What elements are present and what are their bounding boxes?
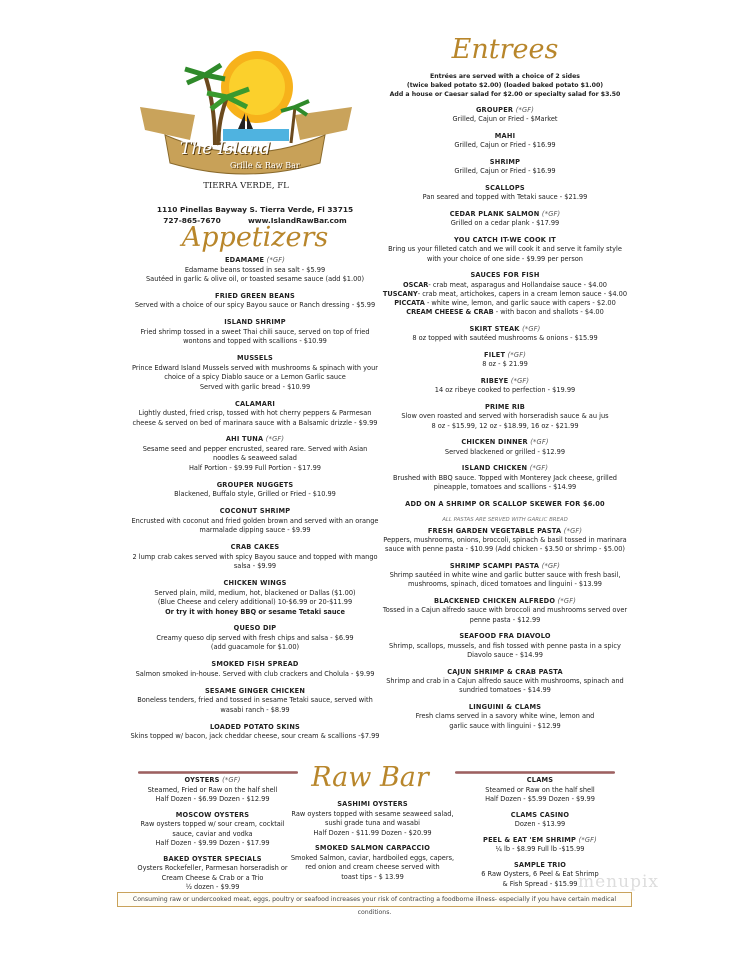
item-description: Served with a choice of our spicy Bayou sauce or Ranch dressing - $5.99 (134, 301, 376, 310)
item-name (455, 776, 625, 786)
menu-item (130, 687, 380, 716)
item-note: Or try it with honey BBQ or sesame Tetaki sauce (165, 607, 345, 616)
item-description: Blackened, Buffalo style, Grilled or Fried - $10.99 (174, 490, 336, 499)
item-name (290, 844, 455, 854)
item-description: 8 oz topped with sautéed mushrooms & onions - $15.99 (412, 334, 598, 343)
item-name (380, 403, 630, 412)
item-description: toast tips - $ 13.99 (341, 872, 404, 881)
item-description: Grilled on a cedar plank - $17.99 (450, 219, 560, 228)
item-title: SMOKED SALMON CARPACCIO (314, 844, 431, 852)
item-name (130, 660, 380, 670)
item-title: CRAB CAKES (230, 543, 280, 552)
watermark: menupix (578, 872, 659, 892)
item-title: MAHI (494, 131, 516, 140)
gluten-free-tag: (*GF) (557, 597, 576, 606)
item-name (380, 210, 630, 219)
item-description: Half Dozen - $9.99 Dozen - $17.99 (155, 839, 270, 847)
gluten-free-tag: (*GF) (530, 438, 549, 447)
item-description: Served plain, mild, medium, hot, blackened or Dallas ($1.00) (154, 588, 356, 597)
item-title: PRIME RIB (484, 403, 526, 412)
menu-item (380, 500, 630, 509)
item-name (380, 668, 630, 677)
item-title: RIBEYE (480, 377, 509, 386)
appetizers-heading: Appetizers (181, 222, 329, 253)
item-description: Fried shrimp tossed in a sweet Thai chili sauce, served on top of fried (140, 327, 370, 336)
item-name (380, 271, 630, 280)
item-description: sundried tomatoes - $14.99 (459, 686, 551, 695)
raw-bar-heading: Raw Bar (311, 762, 429, 793)
item-title: ADD ON A SHRIMP OR SCALLOP SKEWER FOR $6.00 (405, 499, 605, 508)
menu-item (380, 377, 630, 396)
item-name (455, 861, 625, 871)
item-description: Steamed or Raw on the half shell (485, 785, 595, 794)
item-title: ISLAND CHICKEN (461, 464, 528, 473)
item-name (380, 325, 630, 334)
item-title: AHI TUNA (225, 435, 264, 444)
sauce-description: - with bacon and shallots - $4.00 (493, 308, 604, 317)
item-title: LINGUINI & CLAMS (468, 702, 542, 711)
gluten-free-tag: (*GF) (529, 464, 549, 473)
item-name (380, 132, 630, 141)
menu-item (380, 184, 630, 203)
gluten-free-tag: (*GF) (541, 561, 561, 570)
phone: 727-865-7670 (163, 216, 221, 225)
item-title: SAUCES FOR FISH (470, 271, 540, 280)
item-description: Shrimp and crab in a Cajun alfredo sauce with mushrooms, spinach and (386, 676, 624, 685)
gluten-free-tag: (*GF) (541, 209, 561, 218)
raw-bar-middle (290, 800, 455, 888)
intro-line: Entrées are served with a choice of 2 sides (429, 73, 580, 80)
item-name (455, 811, 625, 821)
item-title: EDAMAME (224, 256, 265, 264)
item-title: SKIRT STEAK (469, 325, 520, 334)
intro-line: Add a house or Caesar salad for $2.00 or specialty salad for $3.50 (389, 91, 621, 98)
item-description: marmalade dipping sauce - $9.99 (199, 526, 311, 535)
item-description: Sautéed in garlic & olive oil, or toasted sesame sauce (add $1.00) (145, 275, 365, 283)
item-description: Fresh clams served in a savory white wine, lemon and (415, 712, 595, 721)
item-description: Encrusted with coconut and fried golden brown and served with an orange (131, 516, 379, 525)
item-description: sauce, caviar and vodka (172, 829, 253, 838)
item-description: ½ dozen - $9.99 (185, 883, 240, 891)
item-description: 6 Raw Oysters, 6 Peel & Eat Shrimp (481, 870, 599, 878)
appetizers-list (130, 256, 380, 749)
sauce-description: - white wine, lemon, and garlic sauce with capers - $2.00 (424, 299, 616, 308)
item-name (380, 703, 630, 712)
item-title: BAKED OYSTER SPECIALS (163, 854, 262, 863)
menu-item (290, 844, 455, 882)
item-title: ISLAND SHRIMP (224, 318, 286, 327)
item-description: Half Dozen - $11.99 Dozen - $20.99 (313, 828, 432, 837)
address: 1110 Pinellas Bayway S. Tierra Verde, Fl 33715 (156, 205, 354, 214)
menu-item (130, 400, 380, 429)
item-description: Steamed, Fried or Raw on the half shell (147, 785, 278, 794)
logo-name: The Island (180, 139, 271, 159)
menu-item (130, 318, 380, 347)
item-title: FRIED GREEN BEANS (215, 291, 295, 300)
item-name (130, 256, 380, 266)
item-description: Oysters Rockefeller, Parmesan horseradish or (137, 864, 288, 872)
menu-item (290, 800, 455, 838)
restaurant-logo (135, 45, 357, 195)
menu-item (130, 256, 380, 285)
menu-item (380, 668, 630, 696)
menu-item (380, 210, 630, 229)
gluten-free-tag: (*GF) (510, 377, 530, 386)
item-name (130, 292, 380, 302)
website-link[interactable]: www.IslandRawBar.com (247, 216, 347, 225)
item-name (380, 562, 630, 571)
menu-item (130, 776, 295, 805)
item-description: Skins topped w/ bacon, jack cheddar cheese, sour cream & scallions -$7.99 (130, 732, 380, 741)
item-name (130, 400, 380, 410)
item-name (380, 500, 630, 509)
item-title: OYSTERS (184, 776, 220, 784)
menu-item (130, 543, 380, 572)
item-description: Shrimp, scallops, mussels, and fish tossed with penne pasta in a spicy (389, 641, 621, 650)
item-title: CALAMARI (234, 399, 276, 408)
menu-item (380, 325, 630, 344)
item-description: Sesame seed and pepper encrusted, seared rare. Served with Asian (142, 444, 368, 453)
item-name (130, 543, 380, 553)
gluten-free-tag: (*GF) (578, 835, 597, 844)
item-title: FRESH GARDEN VEGETABLE PASTA (427, 526, 562, 535)
menu-item (380, 597, 630, 625)
menu-item (380, 106, 630, 125)
item-description: Served with garlic bread - $10.99 (199, 382, 311, 391)
item-description: Diavolo sauce - $14.99 (467, 651, 543, 659)
item-description: Salmon smoked in-house. Served with club crackers and Cholula - $9.99 (135, 669, 375, 678)
item-name (130, 507, 380, 517)
menu-item (380, 271, 630, 317)
item-name (130, 579, 380, 589)
item-title: CHICKEN WINGS (223, 579, 287, 588)
item-title: SMOKED FISH SPREAD (211, 660, 299, 669)
gluten-free-tag: (*GF) (222, 776, 241, 784)
item-name (130, 318, 380, 328)
menu-item (380, 438, 630, 457)
sauce-option (380, 299, 630, 308)
item-description: Boneless tenders, fried and tossed in sesame Tetaki sauce, served with (137, 696, 373, 705)
menu-item (130, 354, 380, 392)
menu-item (380, 351, 630, 370)
menu-item (130, 435, 380, 473)
item-description: Cream Cheese & Crab or a Trio (161, 873, 264, 882)
item-title: QUESO DIP (233, 624, 277, 633)
item-description: ¼ lb - $8.99 Full lb -$15.99 (495, 845, 585, 853)
item-name (455, 836, 625, 846)
menu-item (130, 481, 380, 500)
menu-item (130, 507, 380, 536)
menu-item (130, 579, 380, 617)
entrees-intro (380, 72, 630, 99)
item-title: SESAME GINGER CHICKEN (204, 686, 306, 695)
item-title: SASHIMI OYSTERS (337, 800, 408, 808)
item-description: Prince Edward Island Mussels served with mushrooms & spinach with your (132, 363, 378, 372)
sauce-option (380, 308, 630, 317)
sauce-name: PICCATA (394, 299, 425, 308)
item-description: Half Portion - $9.99 Full Portion - $17.99 (188, 463, 322, 472)
item-description: sauce with penne pasta - $10.99 (Add chicken - $3.50 or shrimp - $5.00) (385, 545, 625, 554)
item-name (130, 776, 295, 786)
item-description: penne pasta - $12.99 (469, 615, 541, 624)
item-title: GROUPER NUGGETS (216, 480, 294, 489)
item-name (380, 351, 630, 360)
item-description: Tossed in a Cajun alfredo sauce with broccoli and mushrooms served over (382, 606, 628, 615)
item-title: FILET (483, 351, 506, 360)
sauce-description: - crab meat, asparagus and Hollandaise sauce - $4.00 (428, 280, 607, 289)
item-title: MOSCOW OYSTERS (175, 810, 250, 819)
item-description: Brushed with BBQ sauce. Topped with Monterey Jack cheese, grilled (393, 473, 617, 482)
item-title: SCALLOPS (485, 183, 525, 192)
menu-item (130, 624, 380, 653)
gluten-free-tag: (*GF) (265, 435, 285, 444)
entrees-heading: Entrees (451, 34, 559, 65)
menu-item (455, 836, 625, 855)
item-description: wasabi ranch - $8.99 (220, 705, 290, 714)
item-description: Half Dozen - $5.99 Dozen - $9.99 (485, 795, 595, 803)
item-title: BLACKENED CHICKEN ALFREDO (434, 597, 556, 606)
item-description: sushi grade tuna and wasabi (325, 819, 420, 827)
item-description: Raw oysters topped w/ sour cream, cocktail (140, 820, 285, 828)
item-description: noodles & seaweed salad (213, 454, 297, 463)
menu-item (130, 723, 380, 742)
item-description: 8 oz - $ 21.99 (482, 360, 528, 369)
gluten-free-tag: (*GF) (522, 325, 541, 334)
item-description: Half Dozen - $6.99 Dozen - $12.99 (155, 795, 270, 803)
sauce-description: - crab meat, artichokes, capers in a cream lemon sauce - $4.00 (417, 289, 628, 298)
item-name (130, 481, 380, 491)
item-title: SHRIMP SCAMPI PASTA (449, 561, 540, 570)
item-description: red onion and cream cheese served with (305, 863, 440, 871)
sauce-name: OSCAR (403, 280, 429, 289)
item-name (130, 435, 380, 445)
gluten-free-tag: (*GF) (507, 351, 527, 360)
item-name (130, 811, 295, 821)
item-name (380, 236, 630, 245)
menu-item (380, 516, 630, 554)
item-description: Raw oysters topped with sesame seaweed salad, (291, 809, 454, 818)
item-title: CEDAR PLANK SALMON (449, 209, 540, 218)
item-description: mushrooms, spinach, diced tomatoes and linguini - $13.99 (407, 580, 603, 589)
menu-item (455, 776, 625, 805)
item-title: YOU CATCH IT-WE COOK IT (454, 235, 556, 244)
item-name (130, 624, 380, 634)
item-name (130, 687, 380, 697)
menu-item (380, 403, 630, 431)
item-title: SEAFOOD FRA DIAVOLO (459, 632, 551, 641)
item-title: COCONUT SHRIMP (219, 507, 291, 516)
item-name (380, 184, 630, 193)
item-title: SHRIMP (489, 157, 521, 166)
item-description: Peppers, mushrooms, onions, broccoli, spinach & basil tossed in marinara (383, 535, 627, 544)
item-name (380, 377, 630, 386)
gluten-free-tag: (*GF) (563, 526, 583, 535)
logo-subtitle: Grille & Raw Bar (230, 161, 300, 170)
gluten-free-tag: (*GF) (266, 256, 286, 264)
divider (138, 771, 298, 774)
item-title: SAMPLE TRIO (513, 860, 567, 869)
item-description: 14 oz ribeye cooked to perfection - $19.99 (434, 386, 576, 395)
menu-item (380, 632, 630, 660)
item-name (380, 597, 630, 606)
item-description: (add guacamole for $1.00) (210, 643, 300, 652)
item-description: Slow oven roasted and served with horseradish sauce & au jus (401, 412, 609, 421)
item-name (130, 855, 295, 865)
item-title: CHICKEN DINNER (461, 438, 528, 447)
item-title: LOADED POTATO SKINS (209, 722, 301, 731)
entrees-list (380, 106, 630, 738)
menu-item (380, 158, 630, 177)
sauce-name: TUSCANY (382, 289, 418, 298)
menu-item (380, 703, 630, 731)
divider (455, 771, 615, 774)
item-description: wontons and topped with scallions - $10.99 (183, 337, 327, 346)
item-description: Served blackened or grilled - $12.99 (444, 447, 566, 456)
sauce-option (380, 290, 630, 299)
item-name (380, 527, 630, 536)
item-description: pineapple, tomatoes and scallions - $14.99 (433, 482, 577, 491)
item-description: Bring us your filleted catch and we will cook it and serve it family style (388, 245, 622, 254)
item-description: Grilled, Cajun or Fried - $Market (452, 115, 558, 124)
item-description: Creamy queso dip served with fresh chips and salsa - $6.99 (156, 633, 354, 642)
menu-item (380, 132, 630, 151)
sauce-option (380, 281, 630, 290)
item-title: GROUPER (475, 106, 514, 114)
menu-item (455, 811, 625, 830)
item-description: salsa - $9.99 (233, 562, 277, 571)
item-description: 8 oz - $15.99, 12 oz - $18.99, 16 oz - $21.99 (431, 421, 579, 430)
menu-item (380, 236, 630, 264)
item-description: Grilled, Cajun or Fried - $16.99 (454, 141, 556, 150)
raw-bar-left (130, 776, 295, 899)
item-name (130, 354, 380, 364)
item-description: Pan seared and topped with Tetaki sauce - $21.99 (422, 193, 588, 202)
item-description: (Blue Cheese and celery additional) 10-$6.99 or 20-$11.99 (157, 598, 353, 607)
item-description: 2 lump crab cakes served with spicy Bayou sauce and topped with mango (132, 552, 378, 561)
menu-item (130, 292, 380, 311)
menu-note: ALL PASTAS ARE SERVED WITH GARLIC BREAD (442, 517, 568, 524)
item-description: Shrimp sautéed in white wine and garlic butter sauce with fresh basil, (389, 571, 621, 580)
item-description: & Fish Spread - $15.99 (502, 879, 578, 888)
item-name (380, 464, 630, 473)
item-name (290, 800, 455, 810)
item-title: CLAMS (526, 776, 554, 784)
intro-line: (twice baked potato $2.00) (loaded baked potato $1.00) (406, 82, 604, 89)
item-title: MUSSELS (237, 354, 273, 363)
menu-item (130, 811, 295, 849)
item-description: choice of a spicy Diablo sauce or a Lemon Garlic sauce (164, 373, 346, 382)
item-description: Lightly dusted, fried crisp, tossed with hot cherry peppers & Parmesan (138, 409, 372, 418)
item-name (130, 723, 380, 733)
item-description: Smoked Salmon, caviar, hardboiled eggs, capers, (290, 853, 455, 862)
item-name (380, 632, 630, 641)
item-description: Edamame beans tossed in sea salt - $5.99 (184, 265, 326, 274)
menu-item (130, 855, 295, 893)
menu-item (380, 464, 630, 492)
menu-item (380, 562, 630, 590)
item-description: with your choice of one side - $9.99 per person (427, 254, 583, 263)
item-title: PEEL & EAT 'EM SHRIMP (483, 835, 577, 844)
item-name (380, 438, 630, 447)
item-description: cheese & served on bed of marinara sauce with a Balsamic drizzle - $9.99 (132, 418, 378, 427)
item-name (380, 106, 630, 115)
sauce-name: CREAM CHEESE & CRAB (406, 308, 494, 317)
item-description: Grilled, Cajun or Fried - $16.99 (454, 167, 556, 176)
item-description: garlic sauce with linguini - $12.99 (449, 721, 561, 730)
menu-item (130, 660, 380, 679)
item-name (380, 158, 630, 167)
gluten-free-tag: (*GF) (515, 106, 535, 114)
item-title: CAJUN SHRIMP & CRAB PASTA (447, 667, 563, 676)
health-warning: Consuming raw or undercooked meat, eggs, poultry or seafood increases your risk of contracting a foodborne illness- especially if you have certain medical conditions. (117, 892, 632, 907)
logo-location: TIERRA VERDE, FL (203, 181, 289, 191)
item-title: CLAMS CASINO (510, 810, 570, 819)
item-description: Dozen - $13.99 (514, 820, 566, 828)
